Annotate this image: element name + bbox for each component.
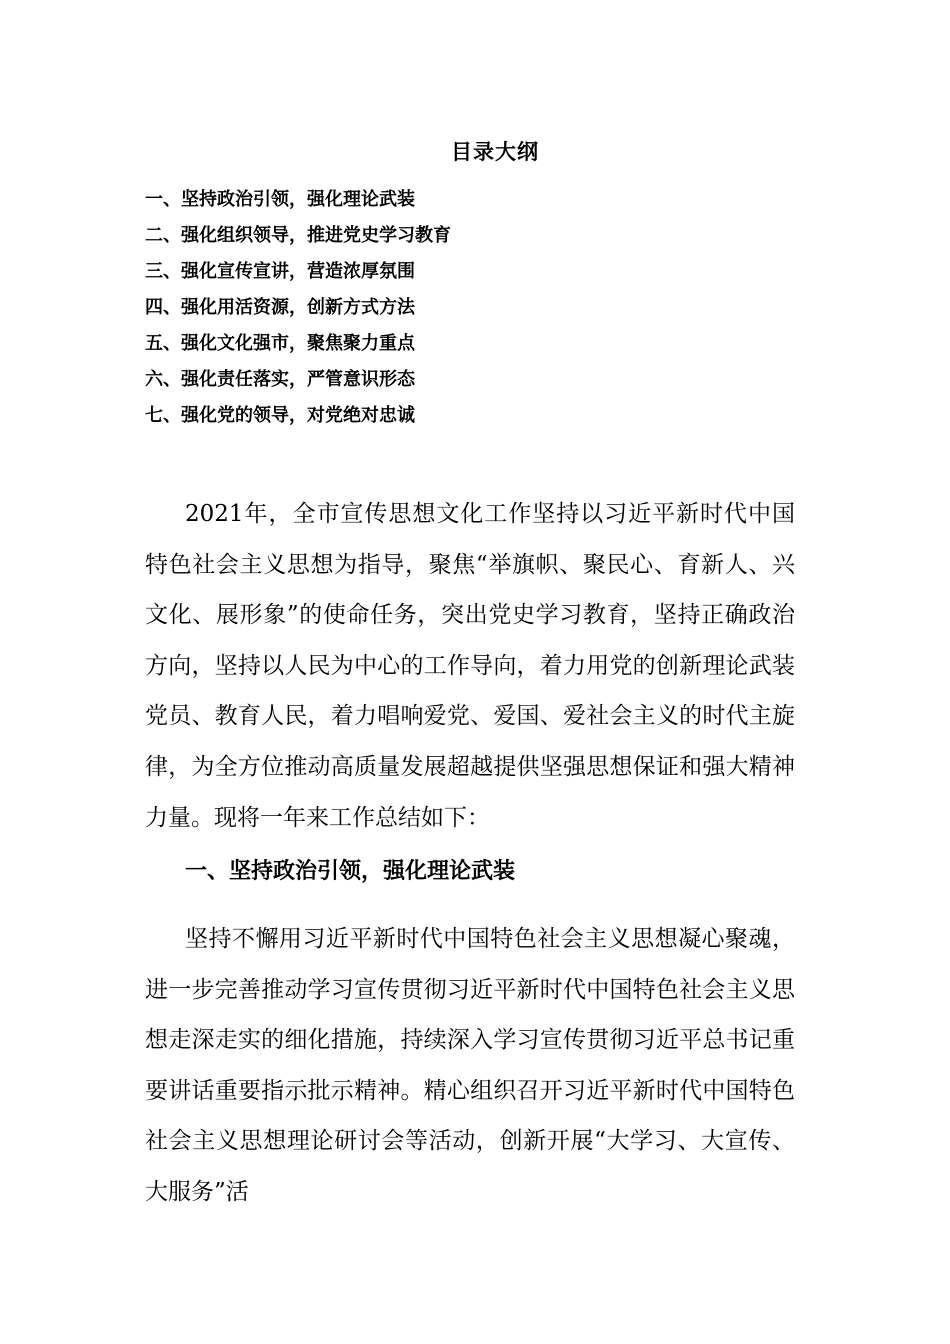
section-heading-1: 一、坚持政治引领，强化理论武装 [185,859,516,884]
intro-paragraph: 2021年，全市宣传思想文化工作坚持以习近平新时代中国特色社会主义思想为指导，聚焦“举旗帜、聚民心、育新人、兴文化、展形象”的使命任务，突出党史学习教育，坚持正确政治方向，坚持以人民为中心的工作导向，着力用党的创新理论武装党员、教育人民，着力唱响爱党、爱国、爱社会主义的时代主旋律，为全方位推动高质量发展超越提供坚强思想保证和强大精神力量。现将一年来工作总结如下： [145,501,795,831]
toc-item-4: 四、强化用活资源，创新方式方法 [145,297,415,318]
toc-item-1: 一、坚持政治引领，强化理论武装 [145,189,415,210]
toc-list [145,185,765,437]
toc-item-6: 六、强化责任落实，严管意识形态 [145,369,415,390]
toc-title: 目录大纲 [451,140,539,164]
toc-item-3: 三、强化宣传宣讲，营造浓厚氛围 [145,261,415,282]
toc-item-5: 五、强化文化强市，聚焦聚力重点 [145,333,415,354]
toc-item-7: 七、强化党的领导，对党绝对忠诚 [145,405,415,426]
section-1-paragraph: 坚持不懈用习近平新时代中国特色社会主义思想凝心聚魂，进一步完善推动学习宣传贯彻习近平新时代中国特色社会主义思想走深走实的细化措施，持续深入学习宣传贯彻习近平总书记重要讲话重要指示批示精神。精心组织召开习近平新时代中国特色社会主义思想理论研讨会等活动，创新开展“大学习、大宣传、大服务”活 [145,926,795,1205]
toc-item-2: 二、强化组织领导，推进党史学习教育 [145,225,451,246]
